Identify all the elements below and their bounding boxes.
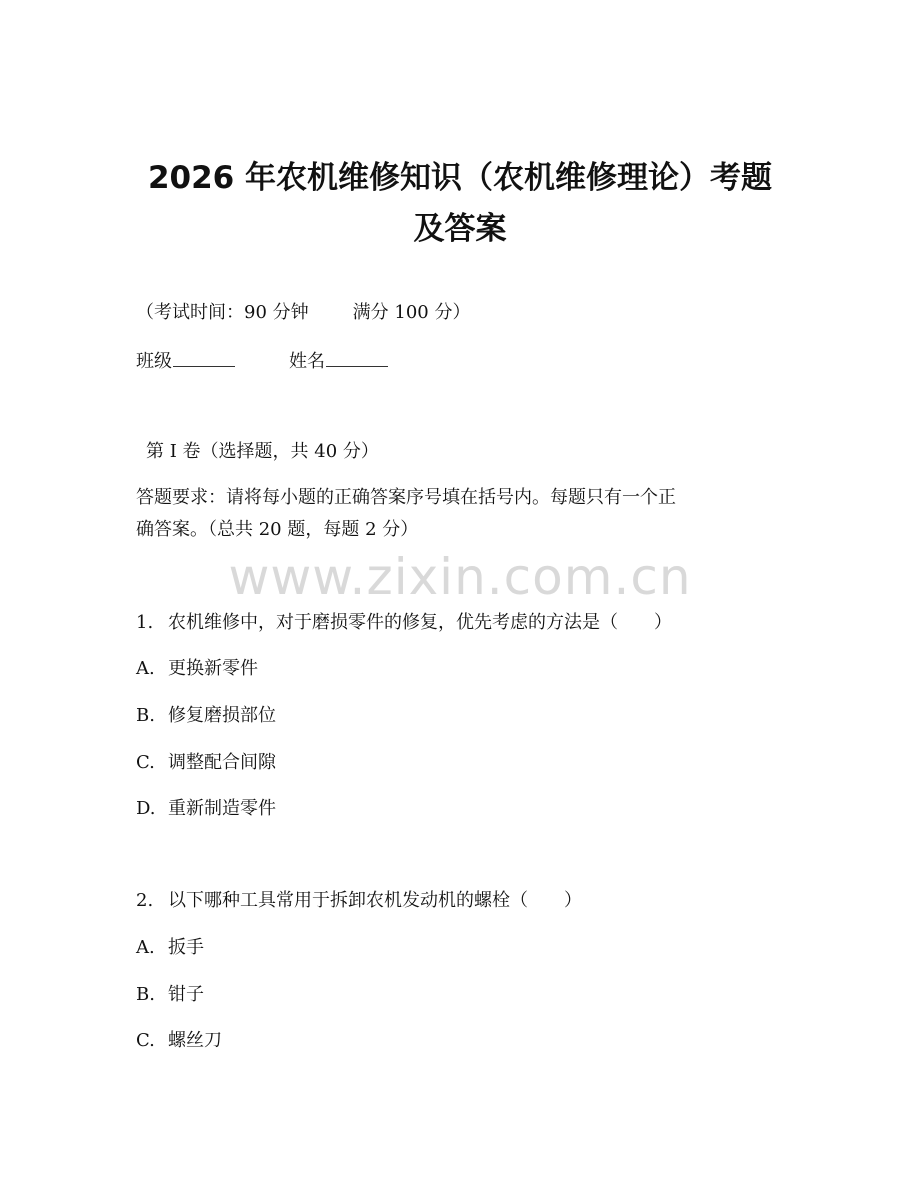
section-heading: 第 I 卷（选择题，共 40 分） <box>146 441 379 462</box>
exam-info <box>136 300 470 326</box>
option-letter: B. <box>136 705 155 726</box>
option-text: 扳手 <box>168 937 204 958</box>
question-number: 1. <box>136 612 154 633</box>
watermark: www.zixin.com.cn <box>228 548 692 606</box>
option-letter: C. <box>136 1030 155 1051</box>
document-title-line-2: 及答案 <box>413 211 507 247</box>
question-1-option-b[interactable] <box>136 703 276 729</box>
question-1-option-a[interactable] <box>136 656 258 682</box>
option-text: 重新制造零件 <box>168 798 276 819</box>
question-2-option-b[interactable] <box>136 982 204 1008</box>
class-blank[interactable] <box>173 348 235 367</box>
option-text: 更换新零件 <box>168 658 258 679</box>
question-text: 农机维修中，对于磨损零件的修复，优先考虑的方法是（ ） <box>168 612 672 633</box>
instruction-line-2: 确答案。（总共 20 题，每题 2 分） <box>136 519 419 540</box>
option-text: 螺丝刀 <box>168 1030 222 1051</box>
name-blank[interactable] <box>326 348 388 367</box>
question-1-option-c[interactable] <box>136 750 276 776</box>
question-2 <box>136 888 582 914</box>
question-2-option-a[interactable] <box>136 935 204 961</box>
option-letter: B. <box>136 984 155 1005</box>
question-2-option-c[interactable] <box>136 1028 222 1054</box>
option-letter: A. <box>136 658 155 679</box>
question-number: 2. <box>136 890 154 911</box>
option-text: 修复磨损部位 <box>168 705 276 726</box>
option-text: 钳子 <box>168 984 204 1005</box>
option-letter: D. <box>136 798 156 819</box>
exam-full-score: 满分 100 分） <box>352 302 471 323</box>
exam-time: （考试时间：90 分钟 <box>136 302 309 323</box>
question-text: 以下哪种工具常用于拆卸农机发动机的螺栓（ ） <box>168 890 582 911</box>
name-label: 姓名 <box>289 351 325 372</box>
option-text: 调整配合间隙 <box>168 752 276 773</box>
option-letter: A. <box>136 937 155 958</box>
question-1-option-d[interactable] <box>136 796 276 822</box>
document-title-line-1: 2026 年农机维修知识（农机维修理论）考题 <box>147 160 773 196</box>
option-letter: C. <box>136 752 155 773</box>
student-info <box>136 348 388 375</box>
class-label: 班级 <box>136 351 172 372</box>
question-1 <box>136 610 672 636</box>
instruction-line-1: 答题要求：请将每小题的正确答案序号填在括号内。每题只有一个正 <box>136 487 676 508</box>
